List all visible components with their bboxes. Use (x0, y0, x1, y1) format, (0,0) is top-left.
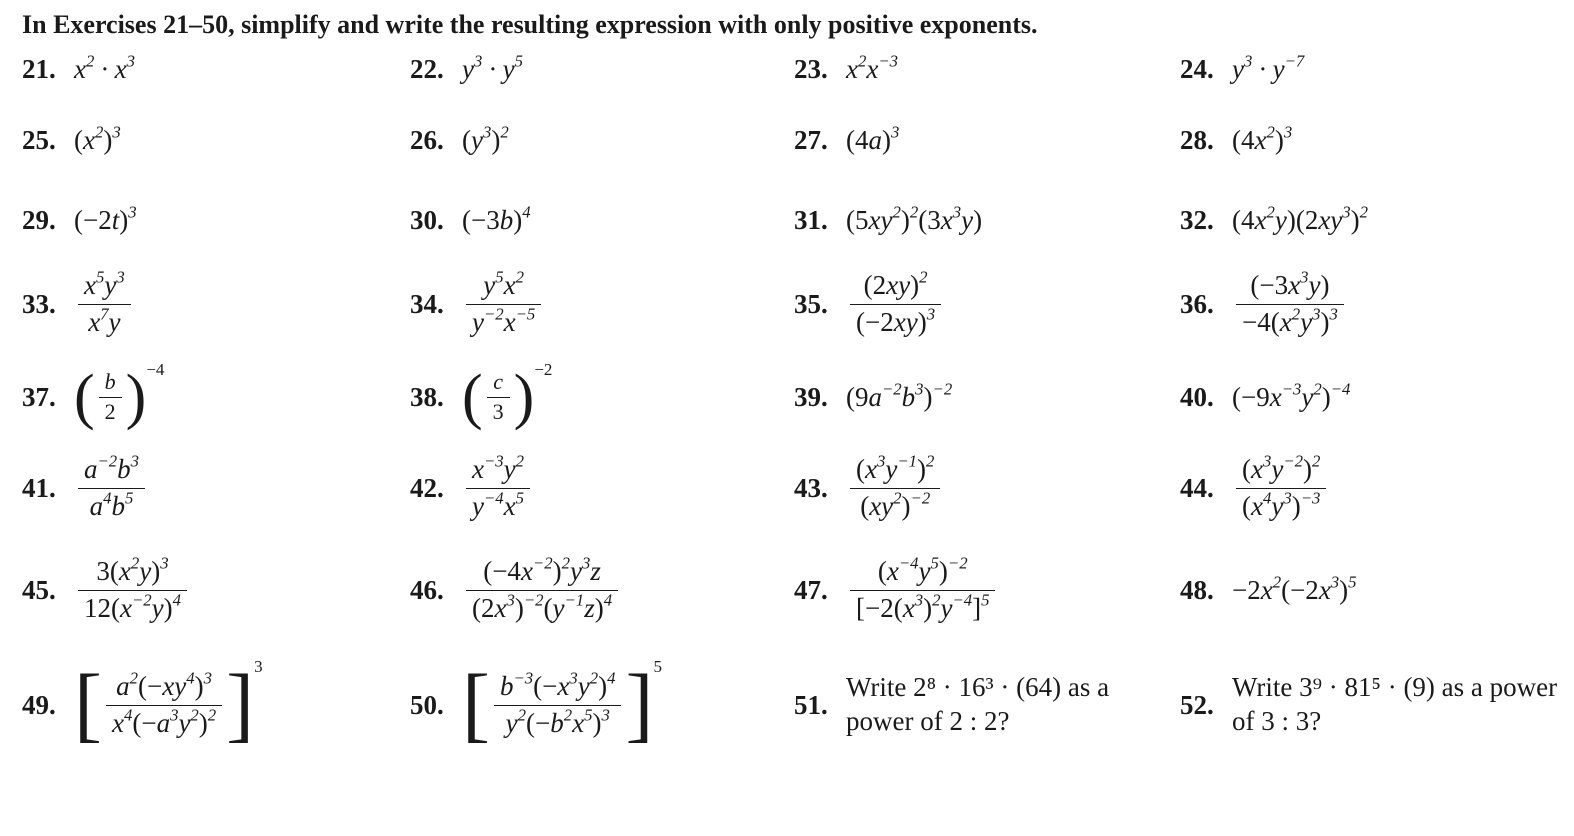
expression: $\frac{(x^{-4}y^5)^{-2}}{[-2(x^3)^2y^{-4}]^5}$ (846, 554, 999, 625)
exercise-number: 42. (410, 472, 444, 503)
exercise-number: 46. (410, 574, 444, 605)
exercise-37 (22, 348, 410, 446)
exercise-45 (22, 530, 410, 650)
expression: $(9a^{-2}b^3)^{-2}$ (846, 378, 953, 412)
expression: $\frac{(-3x^3y)}{-4(x^2y^3)^3}$ (1232, 268, 1348, 339)
expression: $(y^3)^2$ (462, 121, 509, 155)
exercise-number: 49. (22, 689, 56, 720)
exercise-27 (794, 100, 1180, 180)
word-problem-line-2: power of 2 : 2? (846, 706, 1010, 736)
exercise-number: 22. (410, 54, 444, 84)
expression: ( $\frac{c}{3}$ )$^{-2}$ (462, 360, 553, 431)
exercise-number: 51. (794, 689, 828, 720)
expression: $(4x^2y)(2xy^3)^2$ (1232, 201, 1369, 235)
exercise-number: 21. (22, 54, 56, 84)
expression: $\frac{y^5x^2}{y^{-2}x^{-5}}$ (462, 268, 545, 339)
exercise-50 (410, 650, 794, 760)
exercise-31 (794, 180, 1180, 260)
exercise-43 (794, 446, 1180, 530)
expression: $x^2x^{-3}$ (846, 51, 899, 84)
expression: $y^3 \cdot y^{-7}$ (1232, 51, 1305, 84)
exercise-instructions: In Exercises 21–50, simplify and write the resulting expression with only positive exponents. (22, 10, 1038, 39)
expression: $\frac{(x^3y^{-2})^2}{(x^4y^3)^{-3}}$ (1232, 452, 1330, 523)
exercise-40 (1180, 348, 1562, 446)
expression: $x^2 \cdot x^3$ (74, 51, 135, 84)
exercise-36 (1180, 260, 1562, 348)
word-problem-line-2: of 3 : 3? (1232, 706, 1322, 736)
expression: $(-2t)^3$ (74, 201, 137, 235)
exercise-number: 23. (794, 54, 828, 84)
expression: $\frac{x^{-3}y^2}{y^{-4}x^5}$ (462, 452, 534, 523)
expression: $y^3 \cdot y^5$ (462, 51, 523, 84)
exercise-number: 44. (1180, 472, 1214, 503)
exercise-26 (410, 100, 794, 180)
exercise-grid (22, 48, 1562, 760)
expression: $(-9x^{-3}y^2)^{-4}$ (1232, 378, 1351, 412)
exercise-39 (794, 348, 1180, 446)
exercise-number: 28. (1180, 124, 1214, 155)
exercise-46 (410, 530, 794, 650)
exercise-number: 45. (22, 574, 56, 605)
exercise-32 (1180, 180, 1562, 260)
exercise-number: 30. (410, 204, 444, 235)
expression: $-2x^2(-2x^3)^5$ (1232, 571, 1357, 605)
exercise-47 (794, 530, 1180, 650)
exercise-49 (22, 650, 410, 760)
word-problem-line-1: Write 3⁹ · 81⁵ · (9) as a power (1232, 672, 1558, 703)
word-problem (1232, 671, 1557, 739)
exercise-number: 24. (1180, 54, 1214, 84)
exercise-52 (1180, 650, 1562, 760)
exercise-number: 25. (22, 124, 56, 155)
exercise-number: 48. (1180, 574, 1214, 605)
exercise-44 (1180, 446, 1562, 530)
expression: $\frac{x^5y^3}{x^7y}$ (74, 268, 135, 339)
expression: [ $\frac{a^2(-xy^4)^3}{x^4(-a^3y^2)^2}$ ]$^3$ (74, 657, 263, 751)
expression: $\frac{(x^3y^{-1})^2}{(xy^2)^{-2}}$ (846, 452, 944, 523)
exercise-number: 29. (22, 204, 56, 235)
word-problem (846, 671, 1109, 739)
exercise-number: 26. (410, 124, 444, 155)
exercise-number: 33. (22, 288, 56, 319)
exercise-42 (410, 446, 794, 530)
exercise-number: 47. (794, 574, 828, 605)
exercise-30 (410, 180, 794, 260)
exercise-41 (22, 446, 410, 530)
exercise-38 (410, 348, 794, 446)
exercise-51 (794, 650, 1180, 760)
exercise-number: 32. (1180, 204, 1214, 235)
exercise-29 (22, 180, 410, 260)
word-problem-line-1: Write 2⁸ · 16³ · (64) as a (846, 672, 1110, 703)
exercise-48 (1180, 530, 1562, 650)
exercise-number: 52. (1180, 689, 1214, 720)
exercise-34 (410, 260, 794, 348)
exercise-22 (410, 48, 794, 100)
exercise-number: 40. (1180, 381, 1214, 412)
exercise-21 (22, 48, 410, 100)
exercise-number: 38. (410, 381, 444, 412)
exercise-number: 50. (410, 689, 444, 720)
exercise-number: 31. (794, 204, 828, 235)
exercise-35 (794, 260, 1180, 348)
exercise-number: 41. (22, 472, 56, 503)
exercise-number: 34. (410, 288, 444, 319)
expression: $\frac{3(x^2y)^3}{12(x^{-2}y)^4}$ (74, 554, 191, 625)
exercise-25 (22, 100, 410, 180)
expression: [ $\frac{b^{-3}(-x^3y^2)^4}{y^2(-b^2x^5)^3}$ ]$^5$ (462, 657, 662, 751)
expression: $(x^2)^3$ (74, 121, 121, 155)
expression: ( $\frac{b}{2}$ )$^{-4}$ (74, 360, 165, 431)
expression: $(-3b)^4$ (462, 201, 531, 235)
expression: $(4a)^3$ (846, 121, 900, 155)
exercise-number: 36. (1180, 288, 1214, 319)
exercise-33 (22, 260, 410, 348)
expression: $(5xy^2)^2(3x^3y)$ (846, 201, 983, 235)
expression: $\frac{(2xy)^2}{(-2xy)^3}$ (846, 268, 945, 339)
exercise-number: 37. (22, 381, 56, 412)
exercise-24 (1180, 48, 1562, 100)
expression: $(4x^2)^3$ (1232, 121, 1293, 155)
exercise-number: 39. (794, 381, 828, 412)
expression: $\frac{(-4x^{-2})^2y^3z}{(2x^3)^{-2}(y^{-1}z)^4}$ (462, 554, 622, 625)
exercise-number: 35. (794, 288, 828, 319)
exercise-number: 27. (794, 124, 828, 155)
expression: $\frac{a^{-2}b^3}{a^4b^5}$ (74, 452, 149, 523)
exercise-number: 43. (794, 472, 828, 503)
exercise-28 (1180, 100, 1562, 180)
exercise-23 (794, 48, 1180, 100)
